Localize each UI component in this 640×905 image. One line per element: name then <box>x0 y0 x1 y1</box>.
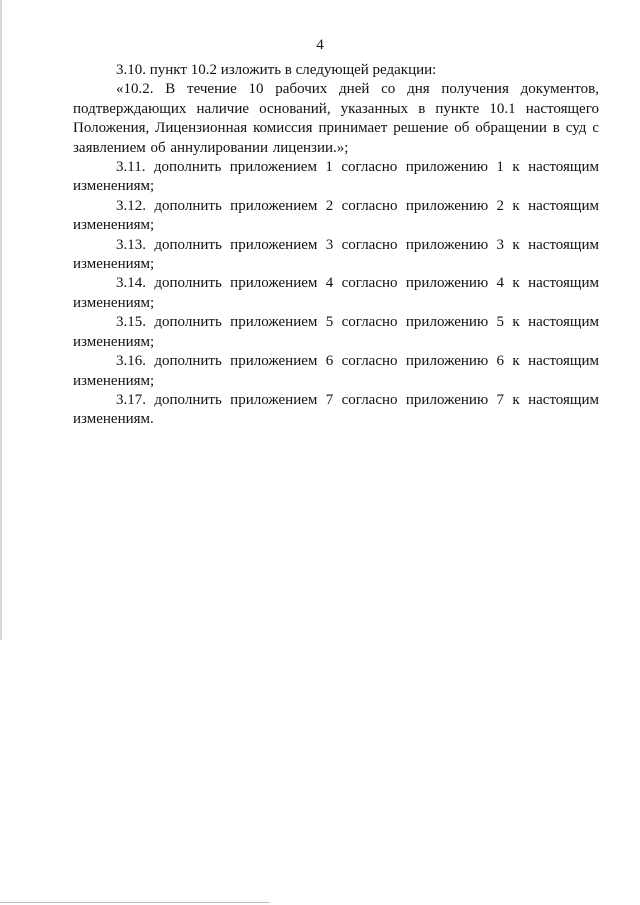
paragraph-3-17: 3.17. дополнить приложением 7 согласно приложению 7 к настоящим изменениям. <box>73 391 599 428</box>
paragraph-3-16: 3.16. дополнить приложением 6 согласно приложению 6 к настоящим изменениям; <box>73 353 599 389</box>
paragraph-3-13: 3.13. дополнить приложением 3 согласно приложению 3 к настоящим изменениям; <box>73 236 599 273</box>
paragraph-3-12: 3.12. дополнить приложением 2 согласно приложению 2 к настоящим изменениям; <box>73 197 599 234</box>
paragraph-3-11: 3.11. дополнить приложением 1 согласно приложению 1 к настоящим изменениям; <box>73 159 599 195</box>
paragraph-10-2-quote: «10.2. В течение 10 рабочих дней со дня получения документов, подтверждающих наличие оснований, указанных в пункте 10.1 настоящего Положения, Лицензионная комиссия принимает решение об обращении в суд с заявлением об аннулировании лицензии.»; <box>73 81 599 156</box>
page-number: 4 <box>316 37 324 53</box>
paragraph-3-10: 3.10. пункт 10.2 изложить в следующей редакции: <box>116 62 437 78</box>
scan-edge-bottom <box>0 902 270 903</box>
document-body <box>73 61 599 430</box>
paragraph-3-15: 3.15. дополнить приложением 5 согласно приложению 5 к настоящим изменениям; <box>73 314 599 350</box>
paragraph-3-14: 3.14. дополнить приложением 4 согласно приложению 4 к настоящим изменениям; <box>73 275 599 311</box>
scan-edge-left <box>0 0 2 640</box>
